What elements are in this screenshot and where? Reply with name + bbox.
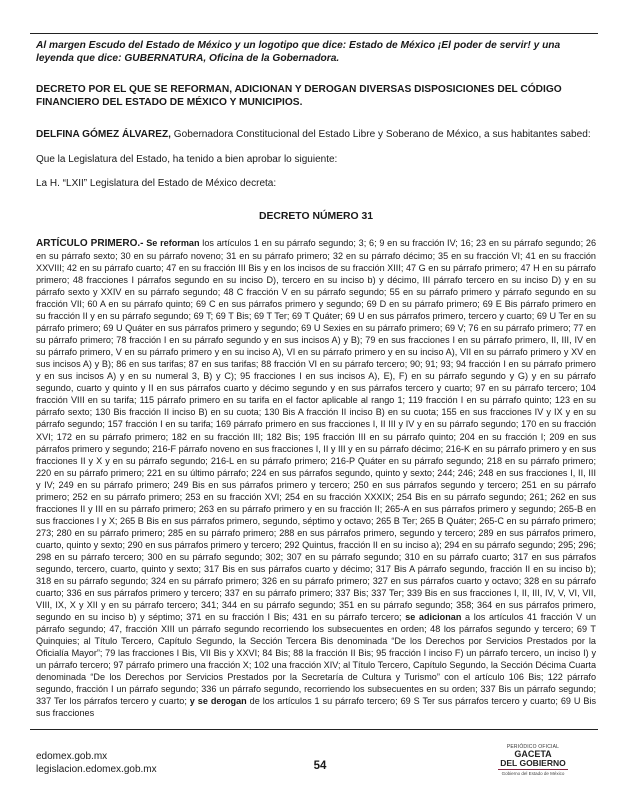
derogate-keyword: y se derogan: [189, 696, 247, 707]
article-body: [36, 237, 596, 723]
governor-paragraph: [36, 128, 596, 141]
governor-text: Gobernadora Constitucional del Estado Libre y Soberano de México, a sus habitantes sabed:: [170, 129, 591, 140]
reform-keyword: Se reforman: [146, 238, 200, 248]
article-text-2: a los artículos 41 fracción V un párrafo segundo; 47, fracción XIII un párrafo segundo recorriendo los subsecuentes en orden; 48 los párrafos segundo y tercero; 69 T Quinquies; al Título Tercero, Capítulo Segundo, la Sección Tercera Bis denominada “De los Derechos por Servicios Prestados por la Oficialía Mayor”; 79 las fracciones I Bis, VII Bis y XXVI; 84 Bis; 88 la fracción II Bis; 95 fracción I inciso F) un párrafo tercero, un inciso I) y un párrafo tercero; 97 párrafo primero una fracción X; 102 una fracción XIV; al Título Tercero, Capítulo Segundo, la Sección Décima Cuarta denominada “De los Derechos por Servicios Prestados por la Secretaría de Cultura y Turismo” con el artículo 106 Bis; 122 párrafo segundo, fracción I un párrafo segundo; 336 un párrafo segundo, recorriendo los subsecuentes en su orden; 337 Bis un párrafo segundo; 337 Ter los párrafos tercero y cuarto;: [36, 611, 596, 707]
gaceta-logo-line3: DEL GOBIERNO: [500, 758, 566, 768]
gaceta-logo: [488, 744, 578, 777]
governor-name: DELFINA GÓMEZ ÁLVAREZ,: [36, 129, 171, 140]
decree-title: DECRETO POR EL QUE SE REFORMAN, ADICIONAN Y DEROGAN DIVERSAS DISPOSICIONES DEL CÓDIGO FINANCIERO DEL ESTADO DE MÉXICO Y MUNICIPIOS.: [36, 84, 562, 108]
decree-number: DECRETO NÚMERO 31: [258, 211, 374, 222]
gaceta-logo-line2: GACETA: [514, 749, 552, 759]
gaceta-logo-line1: PERIÓDICO OFICIAL: [506, 744, 560, 750]
article-text-1: los artículos 1 en su párrafo segundo; 3; 6; 9 en su fracción IV; 16; 23 en su párrafo segundo; 26 en su párrafo sexto; 30 en su párrafo noveno; 31 en su párrafo primero; 32 en su párrafo décimo; 35 en su fracción VI; 41 en su fracción XXVIII; 42 en su párrafo cuarto; 47 en su fracción III Bis y en los incisos de su fracción XIII; 47 G en su párrafo primero; 47 H en su párrafo primero; 48 fracciones I párrafos segundo en su inciso D), tercero en su inciso b) y décimo, III párrafo tercero en su inciso D) y en su párrafo sexto y XXIV en su párrafo segundo; 48 C fracción V en su párrafo segundo; 55 en su párrafo primero y párrafo segundo en su fracción VII; 60 A en su párrafo quinto; 69 C en sus párrafos primero y segundo; 69 D en su párrafo primero; 69 E Bis párrafo primero en su fracción II y en su párrafo segundo; 69 T; 69 T Bis; 69 T Ter; 69 T Quáter; 69 U en sus párrafos primero, tercero y cuarto; 69 U Ter en su párrafo primero; 69 U Quáter en sus párrafos primero y segundo; 69 U Sexies en su párrafo primero; 69 V; 76 en su párrafo primero; 77 en su párrafo primero; 78 fracción I en su párrafo segundo y en sus incisos A) y B); 79 en sus fracciones I en su párrafo primero, II, III, IV en su párrafo primero, V en su párrafo primero y en su inciso A), VI en su párrafo primero y en su inciso A), VII en su párrafo primero y XV en sus incisos A) y B); 86 en sus tarifas; 87 en sus tarifas; 88 fracción VI en su párrafo tercero; 90; 91; 93; 94 fracción I en su párrafo primero y en sus incisos A) y en su numeral 3, B) y C); 95 fracciones I en sus incisos A), E), F) en su párrafo segundo y G) y en su párrafo segundo, cuarto y quinto y II en sus párrafos cuarto y décimo segundo y en sus párrafos tercero y cuarto; 97 en su párrafo tercero; 104 fracción VIII en su tarifa; 115 párrafo primero en su tarifa en el factor aplicable al rango 1; 119 fracción I en su párrafo quinto; 123 en su párrafo sexto; 130 Bis fracción II inciso B) en su cuota; 130 Bis A fracción II inciso B) en su cuota; 155 en sus fracciones IV y IX y en su párrafo segundo; 157 fracción I en su tarifa; 169 párrafo primero en sus fracciones I, II III y IV y en su párrafo segundo; 170 en su fracción XVI; 172 en su párrafo primero; 182 en su fracción III; 182 Bis; 195 fracción III en su párrafo quinto; 204 en su fracción I; 209 en sus párrafos primero y segundo; 216-F párrafo noveno en sus fracciones I, II y III y en su párrafo décimo; 216-K en su párrafo primero y en sus fracciones II y X y en su párrafo segundo; 216-L en su párrafo primero; 216-P Quáter en su párrafo segundo; 218 en su párrafo primero; 220 en su párrafo primero; 221 en su último párrafo; 224 en sus párrafos segundo, quinto y sexto; 244; 246; 248 en sus fracciones I, II, III y IV; 249 en su párrafo primero; 249 Bis en sus párrafos primero y tercero; 250 en sus párrafos segundo y tercero; 251 en su párrafo primero; 252 en su párrafo primero; 253 en su fracción XVI; 254 en su fracción XXXIX; 254 Bis en su párrafo segundo; 261; 262 en sus fracciones II y III en su párrafo primero; 263 en su párrafo primero y en su fracción II; 265-A en sus párrafos primero y segundo; 265-B en sus fracciones I y X; 265 B Bis en sus párrafos primero, segundo, séptimo y octavo; 265 B Ter; 265 B Quáter; 265-C en su párrafo primero; 273; 280 en su párrafo primero; 285 en su párrafo primero; 288 en sus párrafos primero, segundo y tercero; 289 en sus párrafos primero, cuarto, quinto y sexto; 290 en sus párrafos primero y tercero; 292 Quintus, fracción II en su inciso a); 294 en su párrafo segundo; 295; 296; 298 en su párrafo tercero; 300 en su párrafo segundo; 302; 307 en su párrafo segundo; 310 en su párrafo cuarto; 317 en sus párrafos segundo, tercero, cuarto, quinto y sexto; 317 Bis en sus párrafos cuarto y décimo; 317 Bis A párrafo segundo, fracción II en su inciso b); 318 en su párrafo segundo; 324 en su párrafo primero; 326 en su párrafo primero; 327 en sus párrafos cuarto y octavo; 328 en su párrafo cuarto; 336 en sus párrafos primero y tercero; 337 en su párrafo primero; 337 Bis; 337 Ter; 339 Bis en sus fracciones I, II, III, IV, V, VI, VII, VIII, IX, X y XII y en su párrafo tercero; 341; 344 en su párrafo segundo; 351 en su párrafo segundo; 358; 364 en sus párrafos primero, segundo en su inciso b) y séptimo; 371 en su fracción I Bis; 431 en su párrafo tercero;: [36, 238, 596, 622]
article-heading: ARTÍCULO PRIMERO.-: [36, 238, 144, 249]
header-note: Al margen Escudo del Estado de México y un logotipo que dice: Estado de México ¡El poder de servir! y una leyenda que dice: GUBERNATURA, Oficina de la Gobernadora.: [36, 40, 561, 64]
page-number: 54: [313, 760, 327, 772]
legislature-decree: La H. “LXII” Legislatura del Estado de México decreta:: [36, 178, 277, 189]
footer-url-edomex[interactable]: edomex.gob.mx: [36, 751, 108, 762]
add-keyword: se adicionan: [405, 611, 462, 622]
footer-url-legislacion[interactable]: legislacion.edomex.gob.mx: [36, 764, 157, 775]
top-rule: [30, 33, 598, 34]
article-text-3: de los artículos 1 su párrafo tercero; 69 S Ter sus párrafos tercero y cuarto; 69 U Bis sus fracciones: [36, 696, 596, 719]
gaceta-logo-bar: [498, 769, 568, 770]
legislature-line: Que la Legislatura del Estado, ha tenido a bien aprobar lo siguiente:: [36, 154, 338, 165]
bottom-rule: [30, 729, 598, 730]
gaceta-logo-line4: Gobierno del Estado de México: [501, 771, 565, 777]
